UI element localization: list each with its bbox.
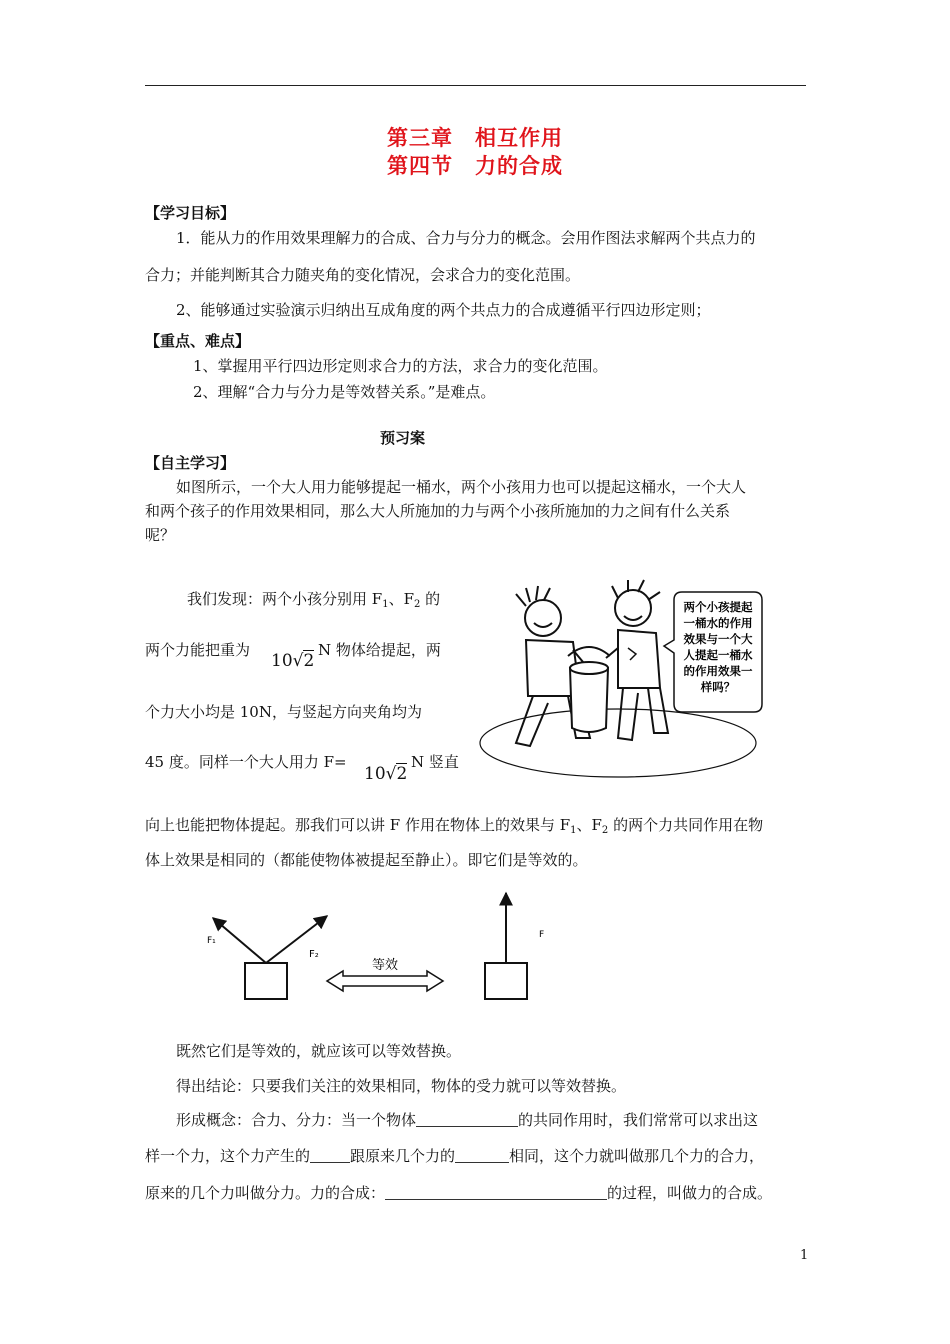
bubble-line-3: 效果与一个大 xyxy=(683,632,753,646)
bubble-line-5: 的作用效果一 xyxy=(683,664,753,678)
cont-line-2: 体上效果是相同的（都能使物体被提起至静止）。即它们是等效的。 xyxy=(145,851,588,869)
chapter-title: 第三章 相互作用 xyxy=(387,125,563,150)
label-f2: F₂ xyxy=(309,949,319,960)
cont-line-1: 向上也能把物体提起。那我们可以讲 F 作用在物体上的效果与 $F_1$、$F_2$ 的两个力共同作用在物 xyxy=(145,816,764,836)
found-line-3: 个力大小均是 10N，与竖起方向夹角均为 xyxy=(145,703,422,721)
objective-1-line-1: 1．能从力的作用效果理解力的合成、合力与分力的概念。会用作图法求解两个共点力的 xyxy=(176,229,756,247)
key-point-1: 1、掌握用平行四边形定则求合力的方法，求合力的变化范围。 xyxy=(193,357,608,375)
page-number: 1 xyxy=(800,1248,809,1263)
force-equivalence-diagram xyxy=(195,885,565,1015)
concept-line-3: 原来的几个力叫做分力。力的合成： 的过程，叫做力的合成。 xyxy=(145,1184,773,1202)
objectives-heading: 【学习目标】 xyxy=(145,204,236,222)
header-rule xyxy=(145,85,806,86)
conclusion-line-2: 得出结论：只要我们关注的效果相同，物体的受力就可以等效替换。 xyxy=(176,1077,627,1095)
section-title: 第四节 力的合成 xyxy=(387,153,563,178)
bubble-line-4: 人提起一桶水 xyxy=(683,648,753,662)
blank-4[interactable] xyxy=(385,1184,607,1200)
found-line-4b: N 竖直 xyxy=(411,753,459,771)
sqrt-expression-2: 10√2 xyxy=(364,764,408,784)
found-line-1: 我们发现：两个小孩分别用 $F_1$、$F_2$ 的 xyxy=(187,590,441,610)
objective-2: 2、能够通过实验演示归纳出互成角度的两个共点力的合成遵循平行四边形定则； xyxy=(176,301,711,319)
objective-1-line-2: 合力；并能判断其合力随夹角的变化情况，会求合力的变化范围。 xyxy=(145,266,581,284)
label-f: F xyxy=(539,930,545,940)
sqrt-expression-1: 10√2 xyxy=(271,651,315,671)
self-study-para-line-3: 呢？ xyxy=(145,526,176,544)
blank-1[interactable] xyxy=(416,1111,518,1127)
blank-3[interactable] xyxy=(455,1147,509,1163)
found-line-2a: 两个力能把重为 xyxy=(145,641,251,659)
self-study-heading: 【自主学习】 xyxy=(145,454,236,472)
found-line-4a: 45 度。同样一个大人用力 F= xyxy=(145,753,347,771)
found-line-2b: N 物体给提起，两 xyxy=(318,641,441,659)
concept-line-1: 形成概念：合力、分力：当一个物体 的共同作用时，我们常常可以求出这 xyxy=(176,1111,759,1129)
preview-heading: 预习案 xyxy=(380,429,426,447)
blank-2[interactable] xyxy=(310,1147,350,1163)
self-study-para-line-1: 如图所示，一个大人用力能够提起一桶水，两个小孩用力也可以提起这桶水，一个大人 xyxy=(176,478,747,496)
label-f1: F₁ xyxy=(207,936,216,946)
self-study-para-line-2: 和两个孩子的作用效果相同，那么大人所施加的力与两个小孩所施加的力之间有什么关系 xyxy=(145,502,731,520)
children-lifting-bucket-illustration xyxy=(478,578,768,783)
key-points-heading: 【重点、难点】 xyxy=(145,332,251,350)
bubble-line-2: 一桶水的作用 xyxy=(683,616,753,630)
concept-line-2: 样一个力，这个力产生的 跟原来几个力的 相同，这个力就叫做那几个力的合力， xyxy=(145,1147,765,1165)
equivalence-label: 等效 xyxy=(371,958,399,973)
key-point-2: 2、理解“合力与分力是等效替关系。”是难点。 xyxy=(193,383,496,401)
conclusion-line-1: 既然它们是等效的，就应该可以等效替换。 xyxy=(176,1042,462,1060)
bubble-line-6: 样吗？ xyxy=(700,680,736,694)
bubble-line-1: 两个小孩提起 xyxy=(683,600,753,614)
